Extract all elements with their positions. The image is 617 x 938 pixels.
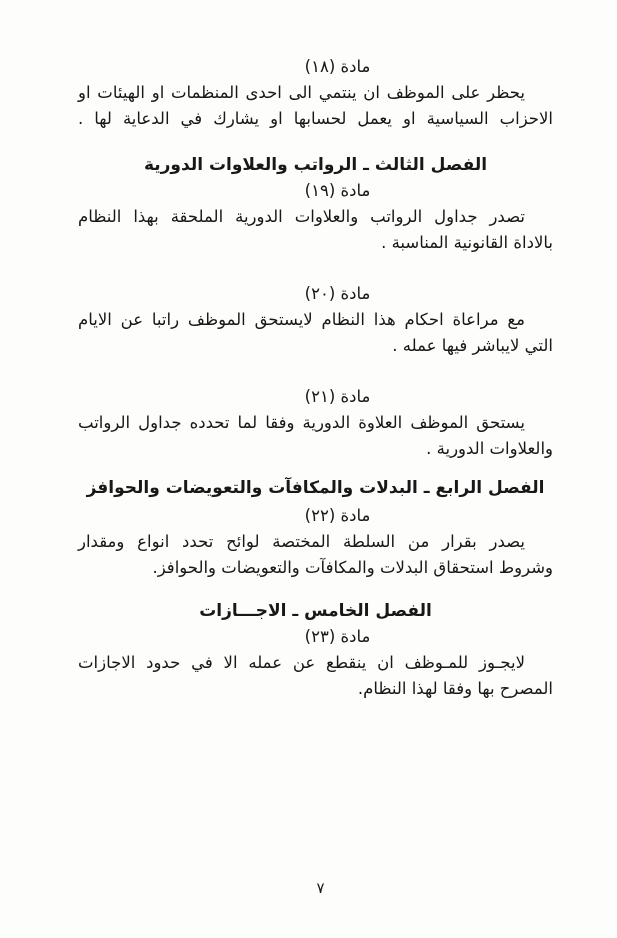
page-number: ٧ [316, 879, 325, 897]
article-21-title: مادة (٢١) [304, 387, 371, 406]
chapter-3-heading: الفصل الثالث ـ الرواتب والعلاوات الدورية [143, 155, 488, 175]
article-20-title: مادة (٢٠) [304, 284, 371, 303]
article-23-title: مادة (٢٣) [304, 627, 371, 646]
article-22-line-2: وشروط استحقاق البدلات والمكافآت والتعويضات والحوافز. [152, 558, 553, 577]
article-21-line-1: يستحق الموظف العلاوة الدورية وفقا لما تحدده جداول الرواتب [78, 413, 525, 432]
article-19-line-2: بالاداة القانونية المناسبة . [381, 233, 553, 252]
article-23-line-2: المصرح بها وفقا لهذا النظام. [357, 679, 553, 698]
chapter-5-heading: الفصل الخامس ـ الاجـــازات [199, 601, 432, 621]
article-22-title: مادة (٢٢) [304, 506, 371, 525]
article-22-line-1: يصدر بقرار من السلطة المختصة لوائح تحدد انواع ومقدار [78, 532, 525, 551]
article-20-line-2: التي لايباشر فيها عمله . [392, 336, 553, 355]
article-19-title: مادة (١٩) [304, 181, 371, 200]
chapter-4-heading: الفصل الرابع ـ البدلات والمكافآت والتعويضات والحوافز [86, 478, 545, 498]
article-19-line-1: تصدر جداول الرواتب والعلاوات الدورية الملحقة بهذا النظام [78, 207, 525, 226]
article-20-line-1: مع مراعاة احكام هذا النظام لايستحق الموظف راتبا عن الايام [78, 310, 525, 329]
article-21-line-2: والعلاوات الدورية . [426, 439, 553, 458]
article-18-title: مادة (١٨) [304, 57, 371, 76]
page-text-block [78, 54, 553, 702]
article-23-line-1: لايجـوز للمـوظف ان ينقطع عن عمله الا في حدود الاجازات [78, 653, 525, 672]
article-18-line-1: يحظر على الموظف ان ينتمي الى احدى المنظمات او الهيئات او [78, 83, 525, 102]
article-18-line-2: الاحزاب السياسية او يعمل لحسابها او يشارك في الدعاية لها . [78, 109, 553, 128]
